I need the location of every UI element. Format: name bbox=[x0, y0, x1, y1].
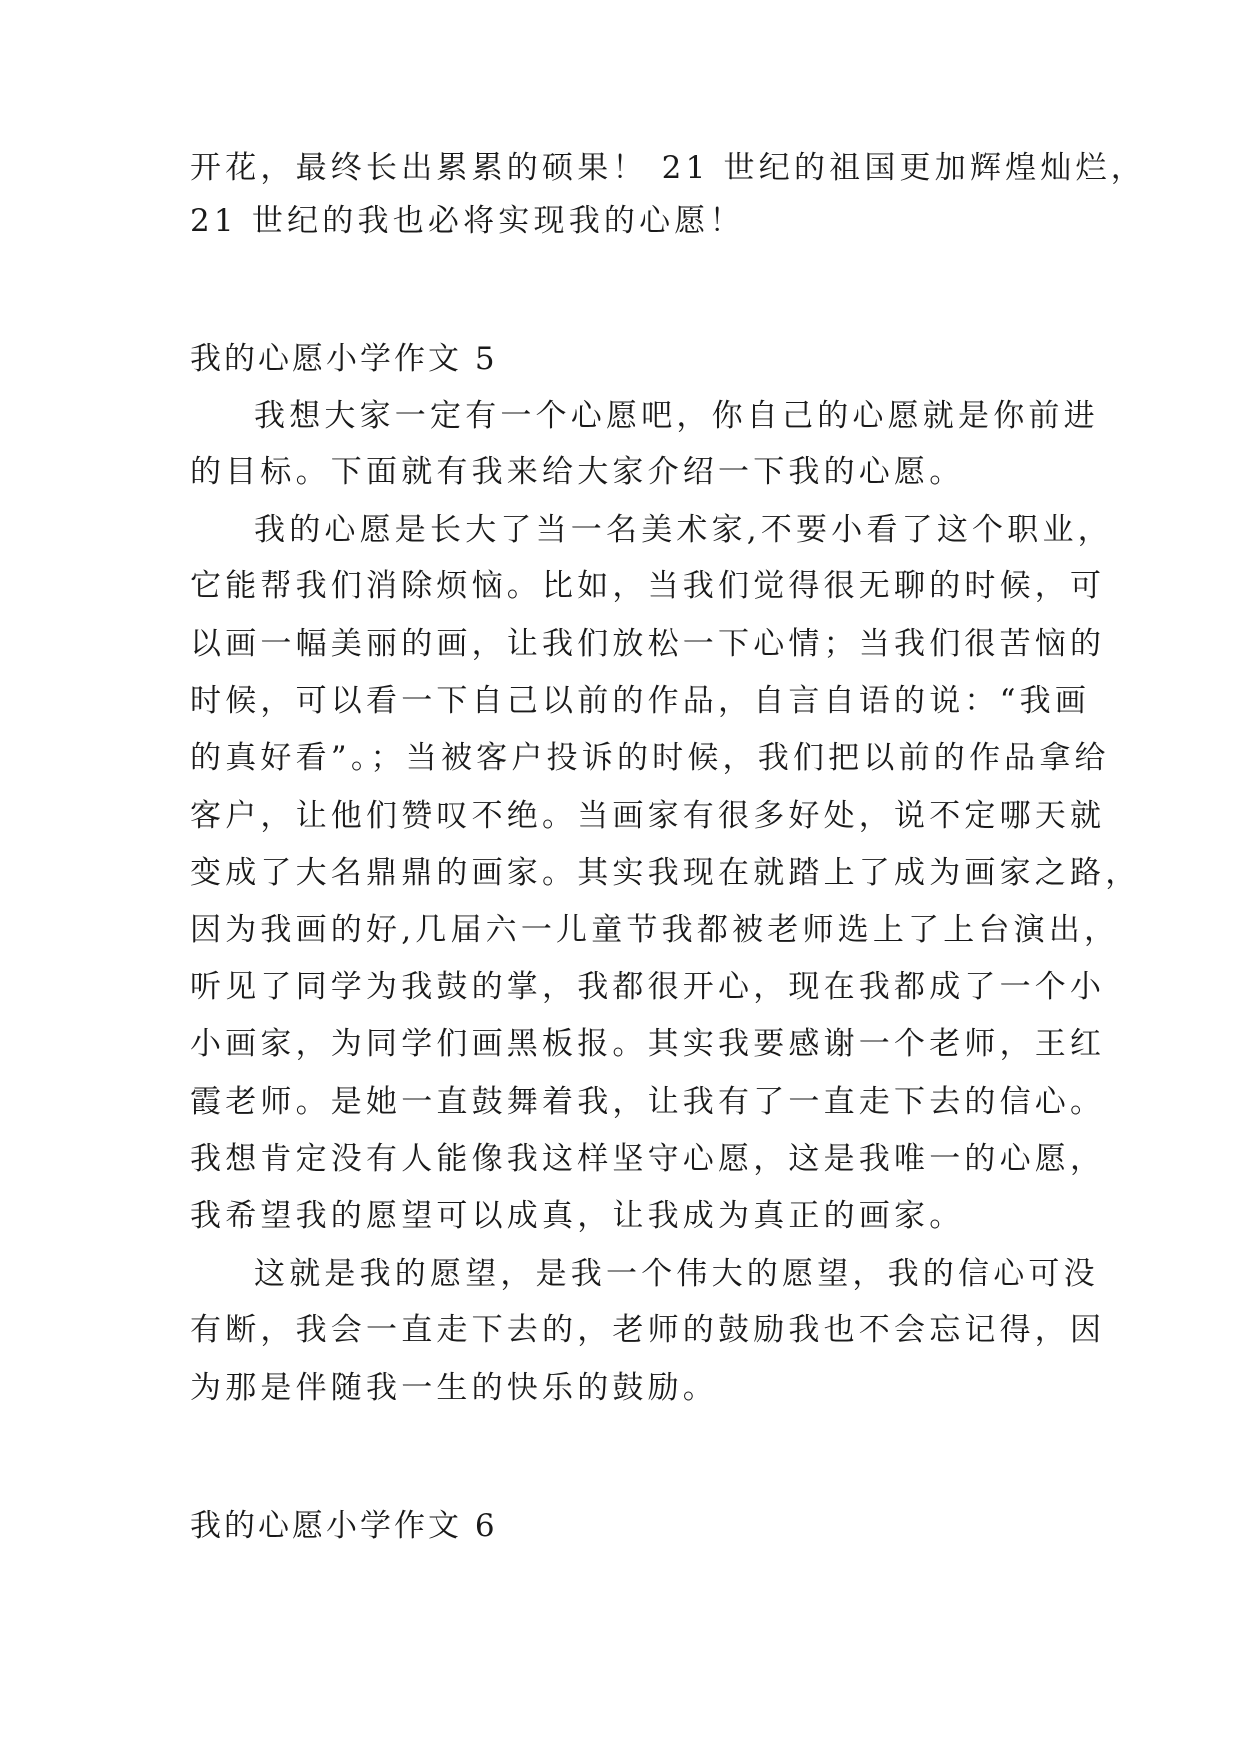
text-line: 客户，让他们赞叹不绝。当画家有很多好处，说不定哪天就 bbox=[190, 798, 1106, 834]
text-line: 霞老师。是她一直鼓舞着我，让我有了一直走下去的信心。 bbox=[190, 1084, 1106, 1120]
text-line: 为那是伴随我一生的快乐的鼓励。 bbox=[190, 1370, 718, 1406]
text-line: 有断，我会一直走下去的，老师的鼓励我也不会忘记得，因 bbox=[190, 1312, 1106, 1348]
section-heading: 我的心愿小学作文 6 bbox=[190, 1508, 498, 1544]
text-line: 21 世纪的我也必将实现我的心愿！ bbox=[190, 203, 745, 239]
text-line: 时候，可以看一下自己以前的作品，自言自语的说：“我画 bbox=[190, 683, 1091, 719]
paragraph-first-line: 我想大家一定有一个心愿吧，你自己的心愿就是你前进 bbox=[254, 398, 1099, 434]
text-line: 的目标。下面就有我来给大家介绍一下我的心愿。 bbox=[190, 454, 965, 490]
text-line: 它能帮我们消除烦恼。比如，当我们觉得很无聊的时候，可 bbox=[190, 568, 1106, 604]
text-line: 因为我画的好,几届六一儿童节我都被老师选上了上台演出， bbox=[190, 912, 1120, 948]
text-line: 我想肯定没有人能像我这样坚守心愿，这是我唯一的心愿， bbox=[190, 1141, 1106, 1177]
text-line: 开花，最终长出累累的硕果！ 21 世纪的祖国更加辉煌灿烂， bbox=[190, 150, 1146, 186]
text-line: 听见了同学为我鼓的掌，我都很开心，现在我都成了一个小 bbox=[190, 969, 1106, 1005]
paragraph-first-line: 我的心愿是长大了当一名美术家,不要小看了这个职业， bbox=[254, 512, 1113, 548]
text-line: 变成了大名鼎鼎的画家。其实我现在就踏上了成为画家之路， bbox=[190, 855, 1141, 891]
section-heading: 我的心愿小学作文 5 bbox=[190, 341, 498, 377]
text-line: 我希望我的愿望可以成真，让我成为真正的画家。 bbox=[190, 1198, 965, 1234]
text-line: 以画一幅美丽的画，让我们放松一下心情；当我们很苦恼的 bbox=[190, 626, 1106, 662]
text-line: 的真好看”。；当被客户投诉的时候，我们把以前的作品拿给 bbox=[190, 740, 1110, 776]
text-line: 小画家，为同学们画黑板报。其实我要感谢一个老师，王红 bbox=[190, 1026, 1106, 1062]
paragraph-first-line: 这就是我的愿望，是我一个伟大的愿望，我的信心可没 bbox=[254, 1256, 1099, 1292]
